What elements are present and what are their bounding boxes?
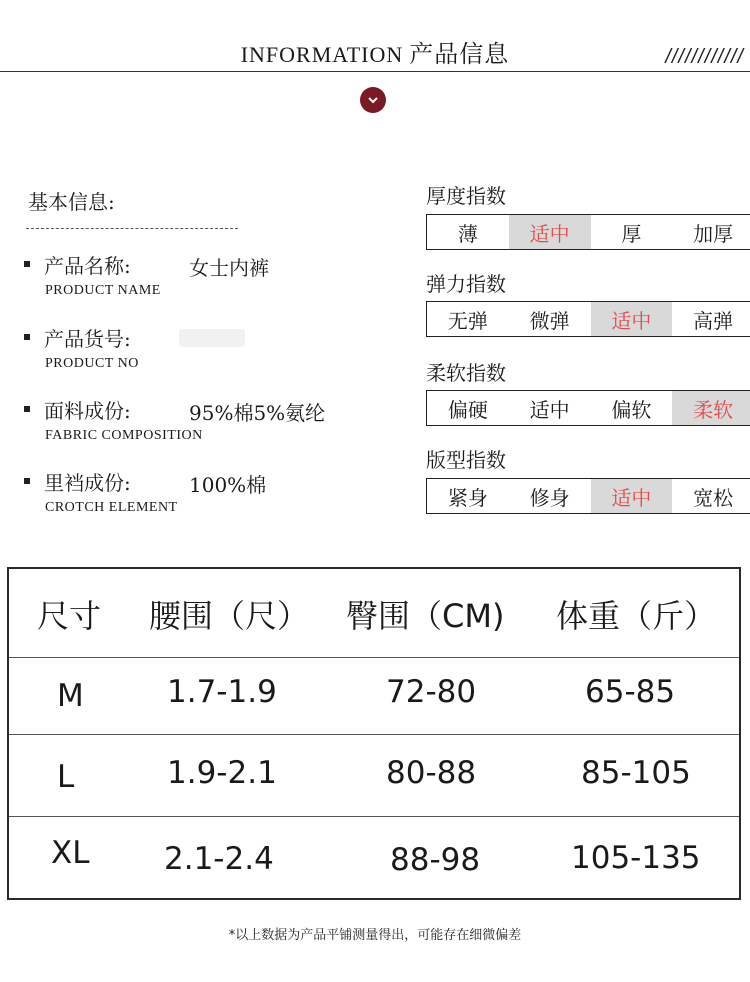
index-option: 宽松 xyxy=(693,485,734,510)
fit-index-title: 版型指数 xyxy=(426,448,506,472)
index-option: 偏硬 xyxy=(447,397,488,422)
info-english-label: CROTCH ELEMENT xyxy=(45,500,178,515)
size-cell: M xyxy=(57,678,84,714)
size-cell: XL xyxy=(51,835,90,871)
thickness-index-title: 厚度指数 xyxy=(426,184,506,208)
index-option: 加厚 xyxy=(693,221,734,246)
softness-index-scale xyxy=(426,390,750,426)
index-option: 适中 xyxy=(529,397,570,422)
chevron-down-icon xyxy=(360,87,386,113)
info-english-label: PRODUCT NAME xyxy=(45,283,161,298)
waist-cell: 1.7-1.9 xyxy=(167,674,277,710)
info-value: 100%棉 xyxy=(189,473,267,497)
blurred-value xyxy=(179,329,245,347)
info-label: 产品货号: xyxy=(44,327,131,351)
fit-index-scale xyxy=(426,478,750,514)
table-header-row xyxy=(9,569,739,658)
header-divider xyxy=(0,71,750,72)
weight-cell: 105-135 xyxy=(571,840,701,876)
index-option: 无弹 xyxy=(447,308,488,333)
info-label: 产品名称: xyxy=(44,254,131,278)
index-option: 修身 xyxy=(529,485,570,510)
title-chinese: 产品信息 xyxy=(409,40,510,68)
index-option: 厚 xyxy=(621,221,642,246)
page-title xyxy=(0,34,750,69)
bullet-icon xyxy=(24,406,30,412)
index-option-selected: 适中 xyxy=(509,215,591,249)
info-english-label: FABRIC COMPOSITION xyxy=(45,428,203,443)
info-label: 里裆成份: xyxy=(44,471,131,495)
index-option-selected: 柔软 xyxy=(672,391,750,425)
bullet-icon xyxy=(24,261,30,267)
decorative-slashes: //////////// xyxy=(665,46,744,68)
table-row xyxy=(9,735,739,817)
waist-cell: 1.9-2.1 xyxy=(167,755,277,791)
basic-info-title: 基本信息: xyxy=(28,190,115,214)
weight-cell: 65-85 xyxy=(585,674,676,710)
column-header-weight: 体重（斤） xyxy=(556,597,717,635)
hip-cell: 80-88 xyxy=(386,755,477,791)
column-header-waist: 腰围（尺） xyxy=(149,597,310,635)
info-english-label: PRODUCT NO xyxy=(45,356,139,371)
waist-cell: 2.1-2.4 xyxy=(164,841,274,877)
index-option-selected: 适中 xyxy=(591,302,673,336)
softness-index-title: 柔软指数 xyxy=(426,361,506,385)
index-option: 微弹 xyxy=(529,308,570,333)
dashed-divider xyxy=(26,228,238,229)
index-option-selected: 适中 xyxy=(591,479,673,513)
measurement-footnote: *以上数据为产品平铺测量得出，可能存在细微偏差 xyxy=(228,928,522,943)
info-value: 女士内裤 xyxy=(189,256,269,280)
size-cell: L xyxy=(57,759,75,795)
weight-cell: 85-105 xyxy=(581,755,691,791)
info-value: 95%棉5%氨纶 xyxy=(189,401,326,425)
bullet-icon xyxy=(24,334,30,340)
hip-cell: 88-98 xyxy=(390,842,481,878)
index-option: 高弹 xyxy=(693,308,734,333)
hip-cell: 72-80 xyxy=(386,674,477,710)
index-option: 薄 xyxy=(457,221,478,246)
table-row xyxy=(9,658,739,735)
column-header-size: 尺寸 xyxy=(37,597,102,635)
elasticity-index-title: 弹力指数 xyxy=(426,272,506,296)
size-table xyxy=(7,567,741,900)
index-option: 偏软 xyxy=(611,397,652,422)
elasticity-index-scale xyxy=(426,301,750,337)
index-option: 紧身 xyxy=(447,485,488,510)
title-english: INFORMATION xyxy=(240,42,404,67)
table-row xyxy=(9,817,739,898)
info-label: 面料成份: xyxy=(44,399,131,423)
thickness-index-scale xyxy=(426,214,750,250)
column-header-hip: 臀围（CM) xyxy=(346,597,505,635)
bullet-icon xyxy=(24,478,30,484)
